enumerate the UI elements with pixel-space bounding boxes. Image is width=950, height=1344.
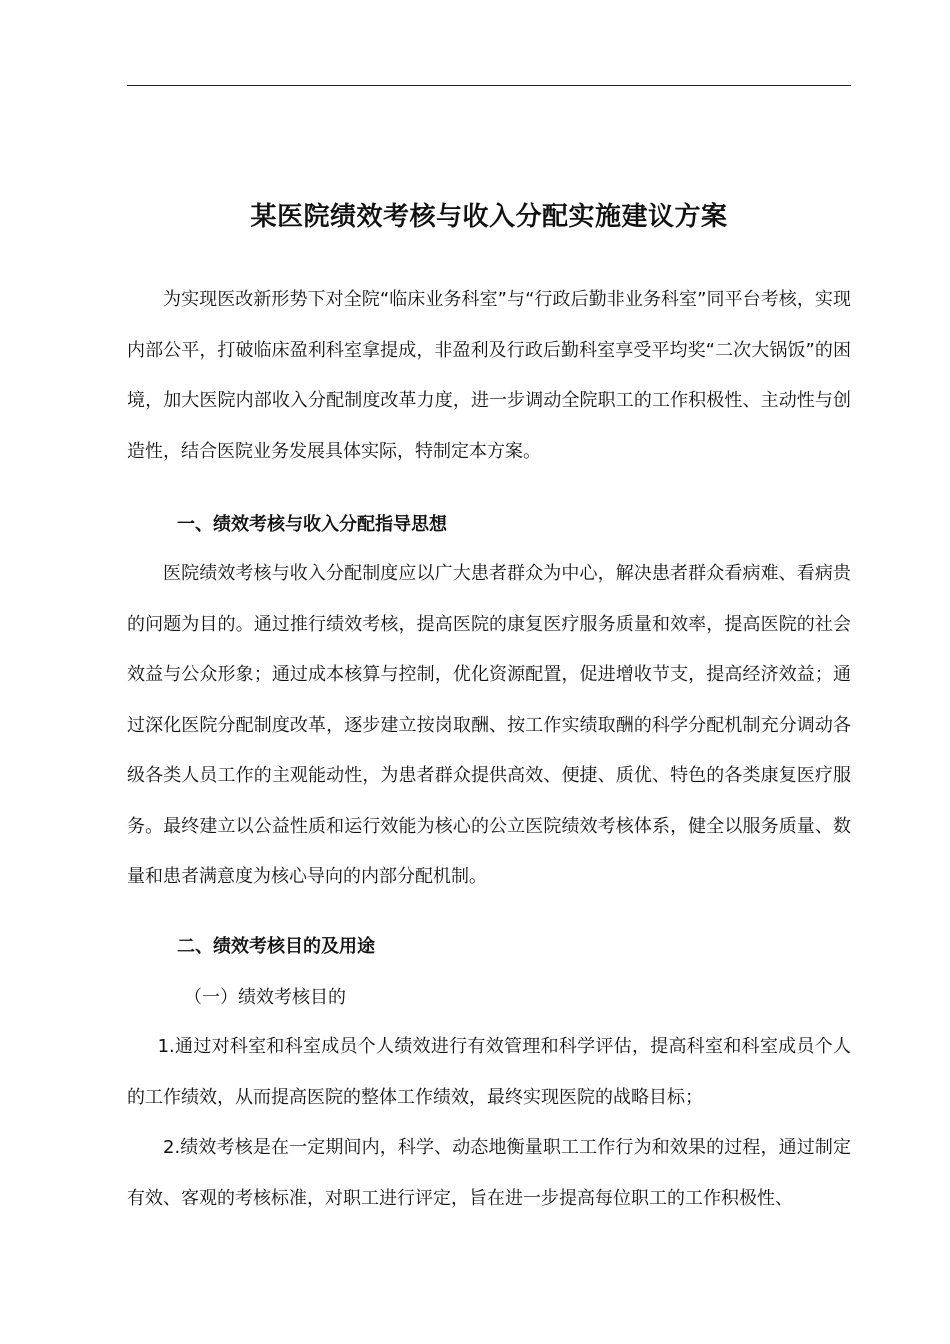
document-title: 某医院绩效考核与收入分配实施建议方案 [250,202,728,233]
section-2-heading: 二、绩效考核目的及用途 [177,936,375,957]
section-1-heading: 一、绩效考核与收入分配指导思想 [177,514,447,535]
section-2-subheading: （一）绩效考核目的 [184,987,346,1008]
intro-paragraph: 为实现医改新形势下对全院“临床业务科室”与“行政后勤非业务科室”同平台考核，实现内部公平，打破临床盈利科室拿提成，非盈利及行政后勤科室享受平均奖“二次大锅饭”的困境，加大医院内部收入分配制度改革力度，进一步调动全院职工的工作积极性、主动性与创造性，结合医院业务发展具体实际，特制定本方案。 [127,289,851,462]
section-1-body: 医院绩效考核与收入分配制度应以广大患者群众为中心，解决患者群众看病难、看病贵的问题为目的。通过推行绩效考核，提高医院的康复医疗服务质量和效率，提高医院的社会效益与公众形象；通过成本核算与控制，优化资源配置，促进增收节支，提高经济效益；通过深化医院分配制度改革，逐步建立按岗取酬、按工作实绩取酬的科学分配机制充分调动各级各类人员工作的主观能动性，为患者群众提供高效、便捷、质优、特色的各类康复医疗服务。最终建立以公益性质和运行效能为核心的公立医院绩效考核体系，健全以服务质量、数量和患者满意度为核心导向的内部分配机制。 [127,563,851,887]
header-rule [127,85,851,86]
list-item-1: 1.通过对科室和科室成员个人绩效进行有效管理和科学评估，提高科室和科室成员个人的工作绩效，从而提高医院的整体工作绩效，最终实现医院的战略目标； [127,1036,851,1108]
list-item-2: 2.绩效考核是在一定期间内，科学、动态地衡量职工工作行为和效果的过程，通过制定有效、客观的考核标准，对职工进行评定，旨在进一步提高每位职工的工作积极性、 [127,1137,851,1209]
